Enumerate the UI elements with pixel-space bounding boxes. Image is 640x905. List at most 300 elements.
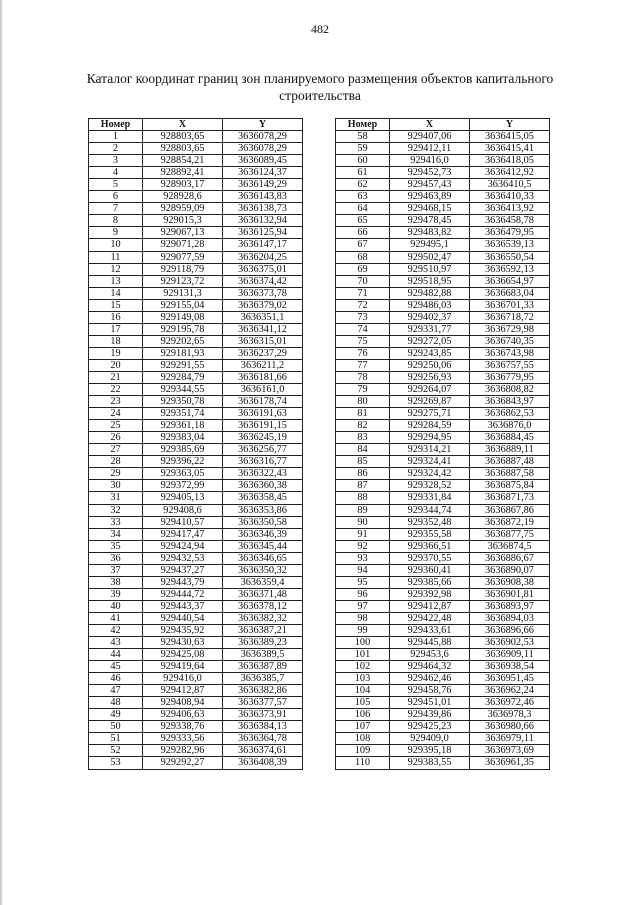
- cell-number: 43: [89, 637, 143, 649]
- table-row: [89, 408, 303, 420]
- cell-x: 929419,64: [143, 661, 223, 673]
- cell-x: 928854,21: [143, 155, 223, 167]
- cell-number: 17: [89, 323, 143, 335]
- cell-number: 27: [89, 444, 143, 456]
- cell-x: 929478,45: [390, 215, 470, 227]
- cell-x: 929457,43: [390, 179, 470, 191]
- cell-y: 3636779,95: [470, 371, 550, 383]
- cell-y: 3636458,78: [470, 215, 550, 227]
- table-row: [89, 492, 303, 504]
- table-row: [89, 709, 303, 721]
- cell-number: 20: [89, 359, 143, 371]
- cell-number: 42: [89, 624, 143, 636]
- table-row: [89, 468, 303, 480]
- cell-x: 929015,3: [143, 215, 223, 227]
- table-row: [89, 263, 303, 275]
- cell-y: 3636191,15: [223, 420, 303, 432]
- table-row: [89, 227, 303, 239]
- cell-x: 929366,51: [390, 540, 470, 552]
- cell-number: 82: [336, 420, 390, 432]
- cell-y: 3636875,84: [470, 480, 550, 492]
- cell-y: 3636743,98: [470, 347, 550, 359]
- table-row: [336, 600, 550, 612]
- cell-number: 41: [89, 612, 143, 624]
- cell-y: 3636350,58: [223, 516, 303, 528]
- cell-x: 928928,6: [143, 191, 223, 203]
- cell-x: 929131,3: [143, 287, 223, 299]
- table-row: [336, 721, 550, 733]
- cell-number: 65: [336, 215, 390, 227]
- cell-x: 929385,66: [390, 576, 470, 588]
- cell-y: 3636412,92: [470, 167, 550, 179]
- cell-number: 107: [336, 721, 390, 733]
- table-row: [89, 299, 303, 311]
- cell-number: 53: [89, 757, 143, 769]
- cell-number: 91: [336, 528, 390, 540]
- cell-x: 929360,41: [390, 564, 470, 576]
- cell-y: 3636962,24: [470, 685, 550, 697]
- table-row: [336, 661, 550, 673]
- table-row: [336, 191, 550, 203]
- cell-number: 25: [89, 420, 143, 432]
- table-row: [336, 516, 550, 528]
- header-y: Y: [223, 119, 303, 131]
- cell-number: 30: [89, 480, 143, 492]
- table-row: [336, 685, 550, 697]
- table-row: [89, 456, 303, 468]
- cell-number: 72: [336, 299, 390, 311]
- table-row: [89, 444, 303, 456]
- cell-number: 15: [89, 299, 143, 311]
- cell-number: 44: [89, 649, 143, 661]
- table-row: [89, 239, 303, 251]
- cell-y: 3636125,94: [223, 227, 303, 239]
- cell-x: 929406,63: [143, 709, 223, 721]
- table-row: [336, 649, 550, 661]
- table-row: [336, 371, 550, 383]
- cell-x: 929416,0: [143, 673, 223, 685]
- table-row: [336, 637, 550, 649]
- cell-y: 3636384,13: [223, 721, 303, 733]
- table-row: [336, 552, 550, 564]
- cell-x: 929331,77: [390, 323, 470, 335]
- cell-number: 47: [89, 685, 143, 697]
- scan-edge-shadow: [0, 0, 3, 905]
- cell-x: 929453,6: [390, 649, 470, 661]
- cell-number: 110: [336, 757, 390, 769]
- cell-x: 929350,78: [143, 396, 223, 408]
- table-row: [89, 203, 303, 215]
- cell-y: 3636550,54: [470, 251, 550, 263]
- cell-number: 96: [336, 588, 390, 600]
- cell-number: 81: [336, 408, 390, 420]
- cell-number: 11: [89, 251, 143, 263]
- cell-y: 3636410,33: [470, 191, 550, 203]
- cell-x: 929464,32: [390, 661, 470, 673]
- cell-y: 3636683,04: [470, 287, 550, 299]
- cell-number: 33: [89, 516, 143, 528]
- cell-number: 34: [89, 528, 143, 540]
- cell-y: 3636373,91: [223, 709, 303, 721]
- cell-number: 7: [89, 203, 143, 215]
- cell-number: 16: [89, 311, 143, 323]
- table-row: [89, 685, 303, 697]
- cell-x: 929444,72: [143, 588, 223, 600]
- table-header-row: [336, 119, 550, 131]
- table-row: [336, 215, 550, 227]
- cell-number: 104: [336, 685, 390, 697]
- cell-y: 3636886,67: [470, 552, 550, 564]
- cell-x: 929482,88: [390, 287, 470, 299]
- cell-number: 76: [336, 347, 390, 359]
- cell-x: 929451,01: [390, 697, 470, 709]
- cell-x: 929383,04: [143, 432, 223, 444]
- cell-x: 929412,87: [143, 685, 223, 697]
- cell-y: 3636237,29: [223, 347, 303, 359]
- table-row: [336, 311, 550, 323]
- cell-number: 52: [89, 745, 143, 757]
- cell-y: 3636887,48: [470, 456, 550, 468]
- cell-number: 74: [336, 323, 390, 335]
- table-row: [89, 347, 303, 359]
- cell-number: 48: [89, 697, 143, 709]
- cell-number: 58: [336, 131, 390, 143]
- cell-number: 79: [336, 384, 390, 396]
- cell-number: 4: [89, 167, 143, 179]
- cell-x: 929370,55: [390, 552, 470, 564]
- cell-x: 929445,88: [390, 637, 470, 649]
- cell-x: 929392,98: [390, 588, 470, 600]
- cell-x: 929409,0: [390, 733, 470, 745]
- cell-x: 929510,97: [390, 263, 470, 275]
- table-row: [89, 673, 303, 685]
- table-row: [89, 624, 303, 636]
- cell-y: 3636375,01: [223, 263, 303, 275]
- table-row: [336, 287, 550, 299]
- cell-y: 3636843,97: [470, 396, 550, 408]
- table-row: [89, 432, 303, 444]
- cell-x: 929495,1: [390, 239, 470, 251]
- cell-x: 929361,18: [143, 420, 223, 432]
- cell-number: 99: [336, 624, 390, 636]
- table-row: [336, 697, 550, 709]
- table-row: [89, 540, 303, 552]
- cell-x: 929363,05: [143, 468, 223, 480]
- cell-y: 3636729,98: [470, 323, 550, 335]
- cell-y: 3636978,3: [470, 709, 550, 721]
- document-title: [60, 70, 580, 104]
- cell-y: 3636350,32: [223, 564, 303, 576]
- cell-number: 95: [336, 576, 390, 588]
- cell-x: 928892,41: [143, 167, 223, 179]
- cell-number: 60: [336, 155, 390, 167]
- table-row: [336, 492, 550, 504]
- cell-y: 3636876,0: [470, 420, 550, 432]
- table-row: [336, 420, 550, 432]
- table-row: [336, 384, 550, 396]
- table-row: [89, 191, 303, 203]
- cell-number: 101: [336, 649, 390, 661]
- header-number: Номер: [336, 119, 390, 131]
- cell-x: 929351,74: [143, 408, 223, 420]
- cell-x: 928803,65: [143, 131, 223, 143]
- cell-number: 1: [89, 131, 143, 143]
- cell-x: 929430,63: [143, 637, 223, 649]
- cell-x: 929282,96: [143, 745, 223, 757]
- cell-y: 3636089,45: [223, 155, 303, 167]
- cell-y: 3636592,13: [470, 263, 550, 275]
- cell-x: 929149,08: [143, 311, 223, 323]
- cell-number: 46: [89, 673, 143, 685]
- cell-y: 3636374,42: [223, 275, 303, 287]
- cell-x: 929412,11: [390, 143, 470, 155]
- cell-x: 929291,55: [143, 359, 223, 371]
- cell-number: 98: [336, 612, 390, 624]
- table-row: [89, 637, 303, 649]
- cell-x: 929518,95: [390, 275, 470, 287]
- cell-number: 36: [89, 552, 143, 564]
- cell-y: 3636316,77: [223, 456, 303, 468]
- cell-number: 66: [336, 227, 390, 239]
- cell-number: 5: [89, 179, 143, 191]
- cell-y: 3636371,48: [223, 588, 303, 600]
- cell-x: 929458,76: [390, 685, 470, 697]
- cell-y: 3636979,11: [470, 733, 550, 745]
- cell-x: 929416,0: [390, 155, 470, 167]
- cell-x: 929269,87: [390, 396, 470, 408]
- table-row: [89, 576, 303, 588]
- table-row: [89, 335, 303, 347]
- cell-y: 3636204,25: [223, 251, 303, 263]
- cell-y: 3636345,44: [223, 540, 303, 552]
- cell-x: 929328,52: [390, 480, 470, 492]
- table-row: [336, 480, 550, 492]
- table-row: [89, 516, 303, 528]
- table-row: [89, 504, 303, 516]
- table-row: [336, 588, 550, 600]
- cell-y: 3636374,61: [223, 745, 303, 757]
- cell-x: 929439,86: [390, 709, 470, 721]
- cell-number: 8: [89, 215, 143, 227]
- cell-y: 3636413,92: [470, 203, 550, 215]
- cell-number: 23: [89, 396, 143, 408]
- cell-y: 3636894,03: [470, 612, 550, 624]
- cell-number: 92: [336, 540, 390, 552]
- cell-y: 3636181,66: [223, 371, 303, 383]
- cell-y: 3636132,94: [223, 215, 303, 227]
- cell-y: 3636389,5: [223, 649, 303, 661]
- cell-x: 929250,06: [390, 359, 470, 371]
- cell-y: 3636341,12: [223, 323, 303, 335]
- cell-number: 45: [89, 661, 143, 673]
- cell-y: 3636901,81: [470, 588, 550, 600]
- cell-number: 61: [336, 167, 390, 179]
- cell-x: 929324,42: [390, 468, 470, 480]
- table-row: [89, 745, 303, 757]
- cell-x: 929272,05: [390, 335, 470, 347]
- cell-y: 3636377,57: [223, 697, 303, 709]
- cell-y: 3636718,72: [470, 311, 550, 323]
- table-row: [89, 528, 303, 540]
- cell-number: 87: [336, 480, 390, 492]
- cell-y: 3636138,73: [223, 203, 303, 215]
- cell-x: 929243,85: [390, 347, 470, 359]
- cell-number: 32: [89, 504, 143, 516]
- cell-x: 929275,71: [390, 408, 470, 420]
- cell-number: 2: [89, 143, 143, 155]
- cell-y: 3636408,39: [223, 757, 303, 769]
- cell-x: 929452,73: [390, 167, 470, 179]
- table-row: [89, 757, 303, 769]
- cell-number: 105: [336, 697, 390, 709]
- cell-number: 59: [336, 143, 390, 155]
- table-row: [89, 251, 303, 263]
- table-row: [336, 624, 550, 636]
- cell-x: 929408,94: [143, 697, 223, 709]
- cell-y: 3636938,54: [470, 661, 550, 673]
- table-row: [89, 588, 303, 600]
- cell-y: 3636867,86: [470, 504, 550, 516]
- table-row: [336, 540, 550, 552]
- cell-number: 40: [89, 600, 143, 612]
- right-table-container: [335, 118, 550, 770]
- table-row: [89, 612, 303, 624]
- cell-y: 3636315,01: [223, 335, 303, 347]
- table-row: [89, 359, 303, 371]
- cell-y: 3636889,11: [470, 444, 550, 456]
- cell-y: 3636902,53: [470, 637, 550, 649]
- table-row: [336, 396, 550, 408]
- table-row: [336, 167, 550, 179]
- cell-x: 929443,79: [143, 576, 223, 588]
- header-x: X: [143, 119, 223, 131]
- header-y: Y: [470, 119, 550, 131]
- cell-x: 929433,61: [390, 624, 470, 636]
- table-row: [89, 323, 303, 335]
- cell-number: 80: [336, 396, 390, 408]
- cell-x: 929202,65: [143, 335, 223, 347]
- cell-number: 14: [89, 287, 143, 299]
- cell-x: 928903,17: [143, 179, 223, 191]
- cell-x: 929407,06: [390, 131, 470, 143]
- cell-x: 929123,72: [143, 275, 223, 287]
- cell-y: 3636887,58: [470, 468, 550, 480]
- cell-number: 12: [89, 263, 143, 275]
- cell-x: 929462,46: [390, 673, 470, 685]
- cell-y: 3636378,12: [223, 600, 303, 612]
- cell-number: 108: [336, 733, 390, 745]
- cell-y: 3636874,5: [470, 540, 550, 552]
- cell-number: 97: [336, 600, 390, 612]
- cell-number: 106: [336, 709, 390, 721]
- cell-number: 31: [89, 492, 143, 504]
- cell-y: 3636245,19: [223, 432, 303, 444]
- cell-x: 929396,22: [143, 456, 223, 468]
- cell-number: 9: [89, 227, 143, 239]
- table-row: [336, 299, 550, 311]
- cell-number: 109: [336, 745, 390, 757]
- table-row: [89, 131, 303, 143]
- cell-x: 929385,69: [143, 444, 223, 456]
- table-row: [336, 468, 550, 480]
- cell-x: 929463,89: [390, 191, 470, 203]
- cell-x: 929383,55: [390, 757, 470, 769]
- cell-x: 929432,53: [143, 552, 223, 564]
- cell-y: 3636358,45: [223, 492, 303, 504]
- cell-y: 3636951,45: [470, 673, 550, 685]
- table-row: [89, 371, 303, 383]
- cell-number: 19: [89, 347, 143, 359]
- cell-y: 3636161,0: [223, 384, 303, 396]
- cell-x: 929338,76: [143, 721, 223, 733]
- table-row: [89, 661, 303, 673]
- cell-x: 929324,41: [390, 456, 470, 468]
- table-row: [89, 721, 303, 733]
- cell-x: 929071,28: [143, 239, 223, 251]
- cell-number: 77: [336, 359, 390, 371]
- cell-number: 6: [89, 191, 143, 203]
- cell-number: 29: [89, 468, 143, 480]
- cell-y: 3636884,45: [470, 432, 550, 444]
- cell-y: 3636890,07: [470, 564, 550, 576]
- table-row: [336, 564, 550, 576]
- cell-y: 3636654,97: [470, 275, 550, 287]
- cell-y: 3636415,05: [470, 131, 550, 143]
- cell-number: 10: [89, 239, 143, 251]
- table-row: [336, 456, 550, 468]
- cell-number: 22: [89, 384, 143, 396]
- cell-x: 929410,57: [143, 516, 223, 528]
- cell-x: 929405,13: [143, 492, 223, 504]
- cell-x: 929502,47: [390, 251, 470, 263]
- cell-number: 75: [336, 335, 390, 347]
- cell-y: 3636351,1: [223, 311, 303, 323]
- cell-y: 3636893,97: [470, 600, 550, 612]
- table-body-right: [336, 131, 550, 769]
- table-row: [89, 733, 303, 745]
- cell-y: 3636972,46: [470, 697, 550, 709]
- cell-x: 929435,92: [143, 624, 223, 636]
- cell-y: 3636379,02: [223, 299, 303, 311]
- table-row: [89, 600, 303, 612]
- table-row: [89, 167, 303, 179]
- cell-x: 929292,27: [143, 757, 223, 769]
- cell-y: 3636973,69: [470, 745, 550, 757]
- cell-number: 38: [89, 576, 143, 588]
- cell-number: 24: [89, 408, 143, 420]
- cell-y: 3636896,66: [470, 624, 550, 636]
- table-row: [336, 155, 550, 167]
- cell-x: 929344,55: [143, 384, 223, 396]
- cell-y: 3636740,35: [470, 335, 550, 347]
- table-row: [336, 251, 550, 263]
- table-row: [89, 396, 303, 408]
- cell-y: 3636387,21: [223, 624, 303, 636]
- table-row: [336, 745, 550, 757]
- table-row: [336, 227, 550, 239]
- cell-number: 50: [89, 721, 143, 733]
- table-row: [336, 179, 550, 191]
- cell-x: 929395,18: [390, 745, 470, 757]
- table-row: [89, 552, 303, 564]
- title-line-2: строительства: [279, 88, 361, 103]
- header-x: X: [390, 119, 470, 131]
- cell-number: 63: [336, 191, 390, 203]
- cell-x: 929333,56: [143, 733, 223, 745]
- cell-x: 929425,23: [390, 721, 470, 733]
- table-row: [336, 444, 550, 456]
- table-row: [89, 420, 303, 432]
